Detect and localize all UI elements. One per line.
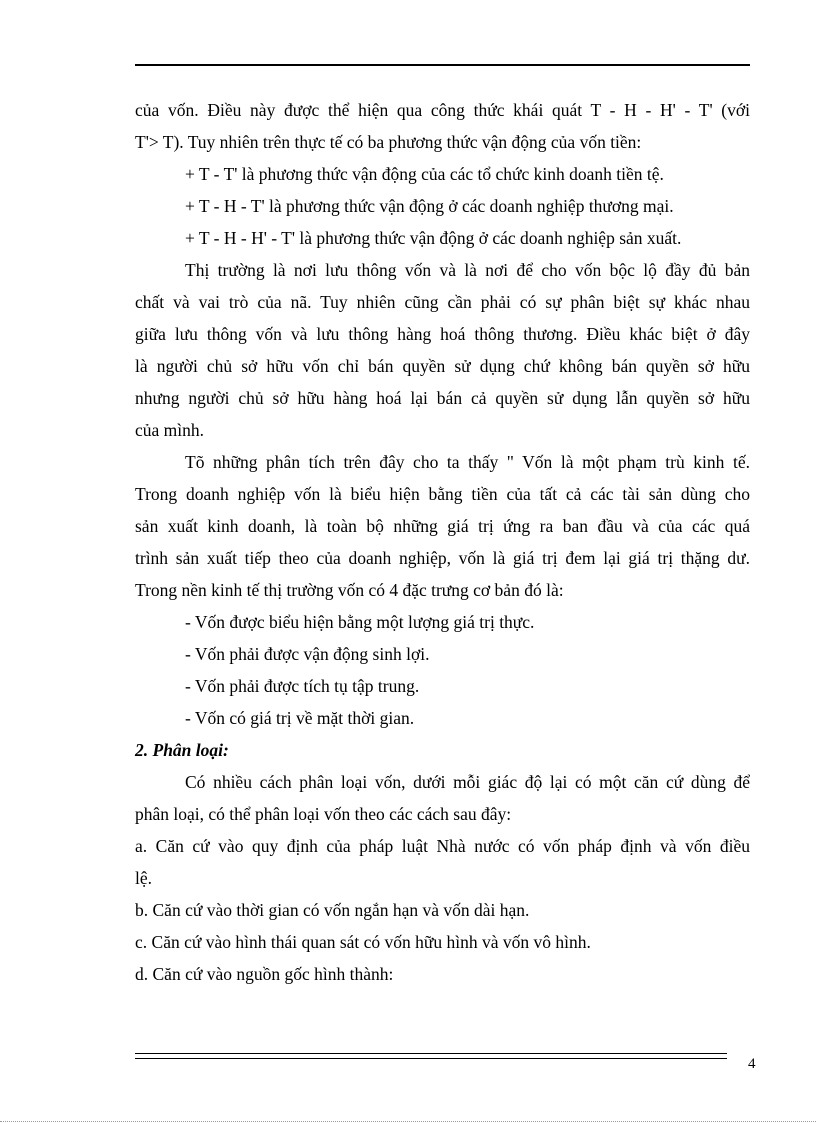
text-line: của mình.: [135, 420, 205, 440]
text-line: Trong doanh nghiệp vốn là biểu hiện bằng tiền của tất cả các tài sản dùng cho: [135, 484, 750, 504]
text-line: của vốn. Điều này được thể hiện qua công thức khái quát T - H - H' - T' (với: [135, 100, 750, 120]
text-line: Trong nền kinh tế thị trường vốn có 4 đặc trưng cơ bản đó là:: [135, 580, 564, 600]
text-line: trình sản xuất tiếp theo của doanh nghiệp, vốn là giá trị đem lại giá trị thặng dư.: [135, 548, 750, 568]
text-line: a. Căn cứ vào quy định của pháp luật Nhà nước có vốn pháp định và vốn điều: [135, 836, 750, 856]
text-line: c. Căn cứ vào hình thái quan sát có vốn hữu hình và vốn vô hình.: [135, 932, 591, 952]
page-edge-divider: [0, 1121, 816, 1122]
text-line: giữa lưu thông vốn và lưu thông hàng hoá thông thương. Điều khác biệt ở đây: [135, 324, 750, 344]
text-line: b. Căn cứ vào thời gian có vốn ngắn hạn và vốn dài hạn.: [135, 900, 530, 920]
text-line: là người chủ sở hữu vốn chỉ bán quyền sử dụng chứ không bán quyền sở hữu: [135, 356, 750, 376]
list-item: - Vốn được biểu hiện bằng một lượng giá trị thực.: [185, 612, 535, 632]
text-line: Tõ những phân tích trên đây cho ta thấy " Vốn là một phạm trù kinh tế.: [185, 452, 750, 472]
header-rule: [135, 64, 750, 66]
list-item: - Vốn phải được vận động sinh lợi.: [185, 644, 430, 664]
list-item: + T - H - H' - T' là phương thức vận động ở các doanh nghiệp sản xuất.: [185, 228, 682, 248]
text-line: d. Căn cứ vào nguồn gốc hình thành:: [135, 964, 394, 984]
footer-rule: [135, 1053, 727, 1059]
document-body: [135, 94, 750, 990]
text-line: T'> T). Tuy nhiên trên thực tế có ba phương thức vận động của vốn tiền:: [135, 132, 642, 152]
text-line: Có nhiều cách phân loại vốn, dưới mỗi giác độ lại có một căn cứ dùng để: [185, 772, 750, 792]
list-item: - Vốn có giá trị về mặt thời gian.: [185, 708, 415, 728]
list-item: + T - H - T' là phương thức vận động ở các doanh nghiệp thương mại.: [185, 196, 674, 216]
page-number: 4: [748, 1056, 756, 1072]
list-item: - Vốn phải được tích tụ tập trung.: [185, 676, 420, 696]
section-heading: 2. Phân loại:: [135, 740, 229, 760]
text-line: lệ.: [135, 868, 153, 888]
text-line: phân loại, có thể phân loại vốn theo các cách sau đây:: [135, 804, 512, 824]
text-line: Thị trường là nơi lưu thông vốn và là nơi để cho vốn bộc lộ đầy đủ bản: [185, 260, 750, 280]
text-line: chất và vai trò của nã. Tuy nhiên cũng cần phải có sự phân biệt sự khác nhau: [135, 292, 750, 312]
text-line: nhưng người chủ sở hữu hàng hoá lại bán cả quyền sử dụng lẫn quyền sở hữu: [135, 388, 750, 408]
list-item: + T - T' là phương thức vận động của các tổ chức kinh doanh tiền tệ.: [185, 164, 664, 184]
text-line: sản xuất kinh doanh, là toàn bộ những giá trị ứng ra ban đầu và của các quá: [135, 516, 750, 536]
